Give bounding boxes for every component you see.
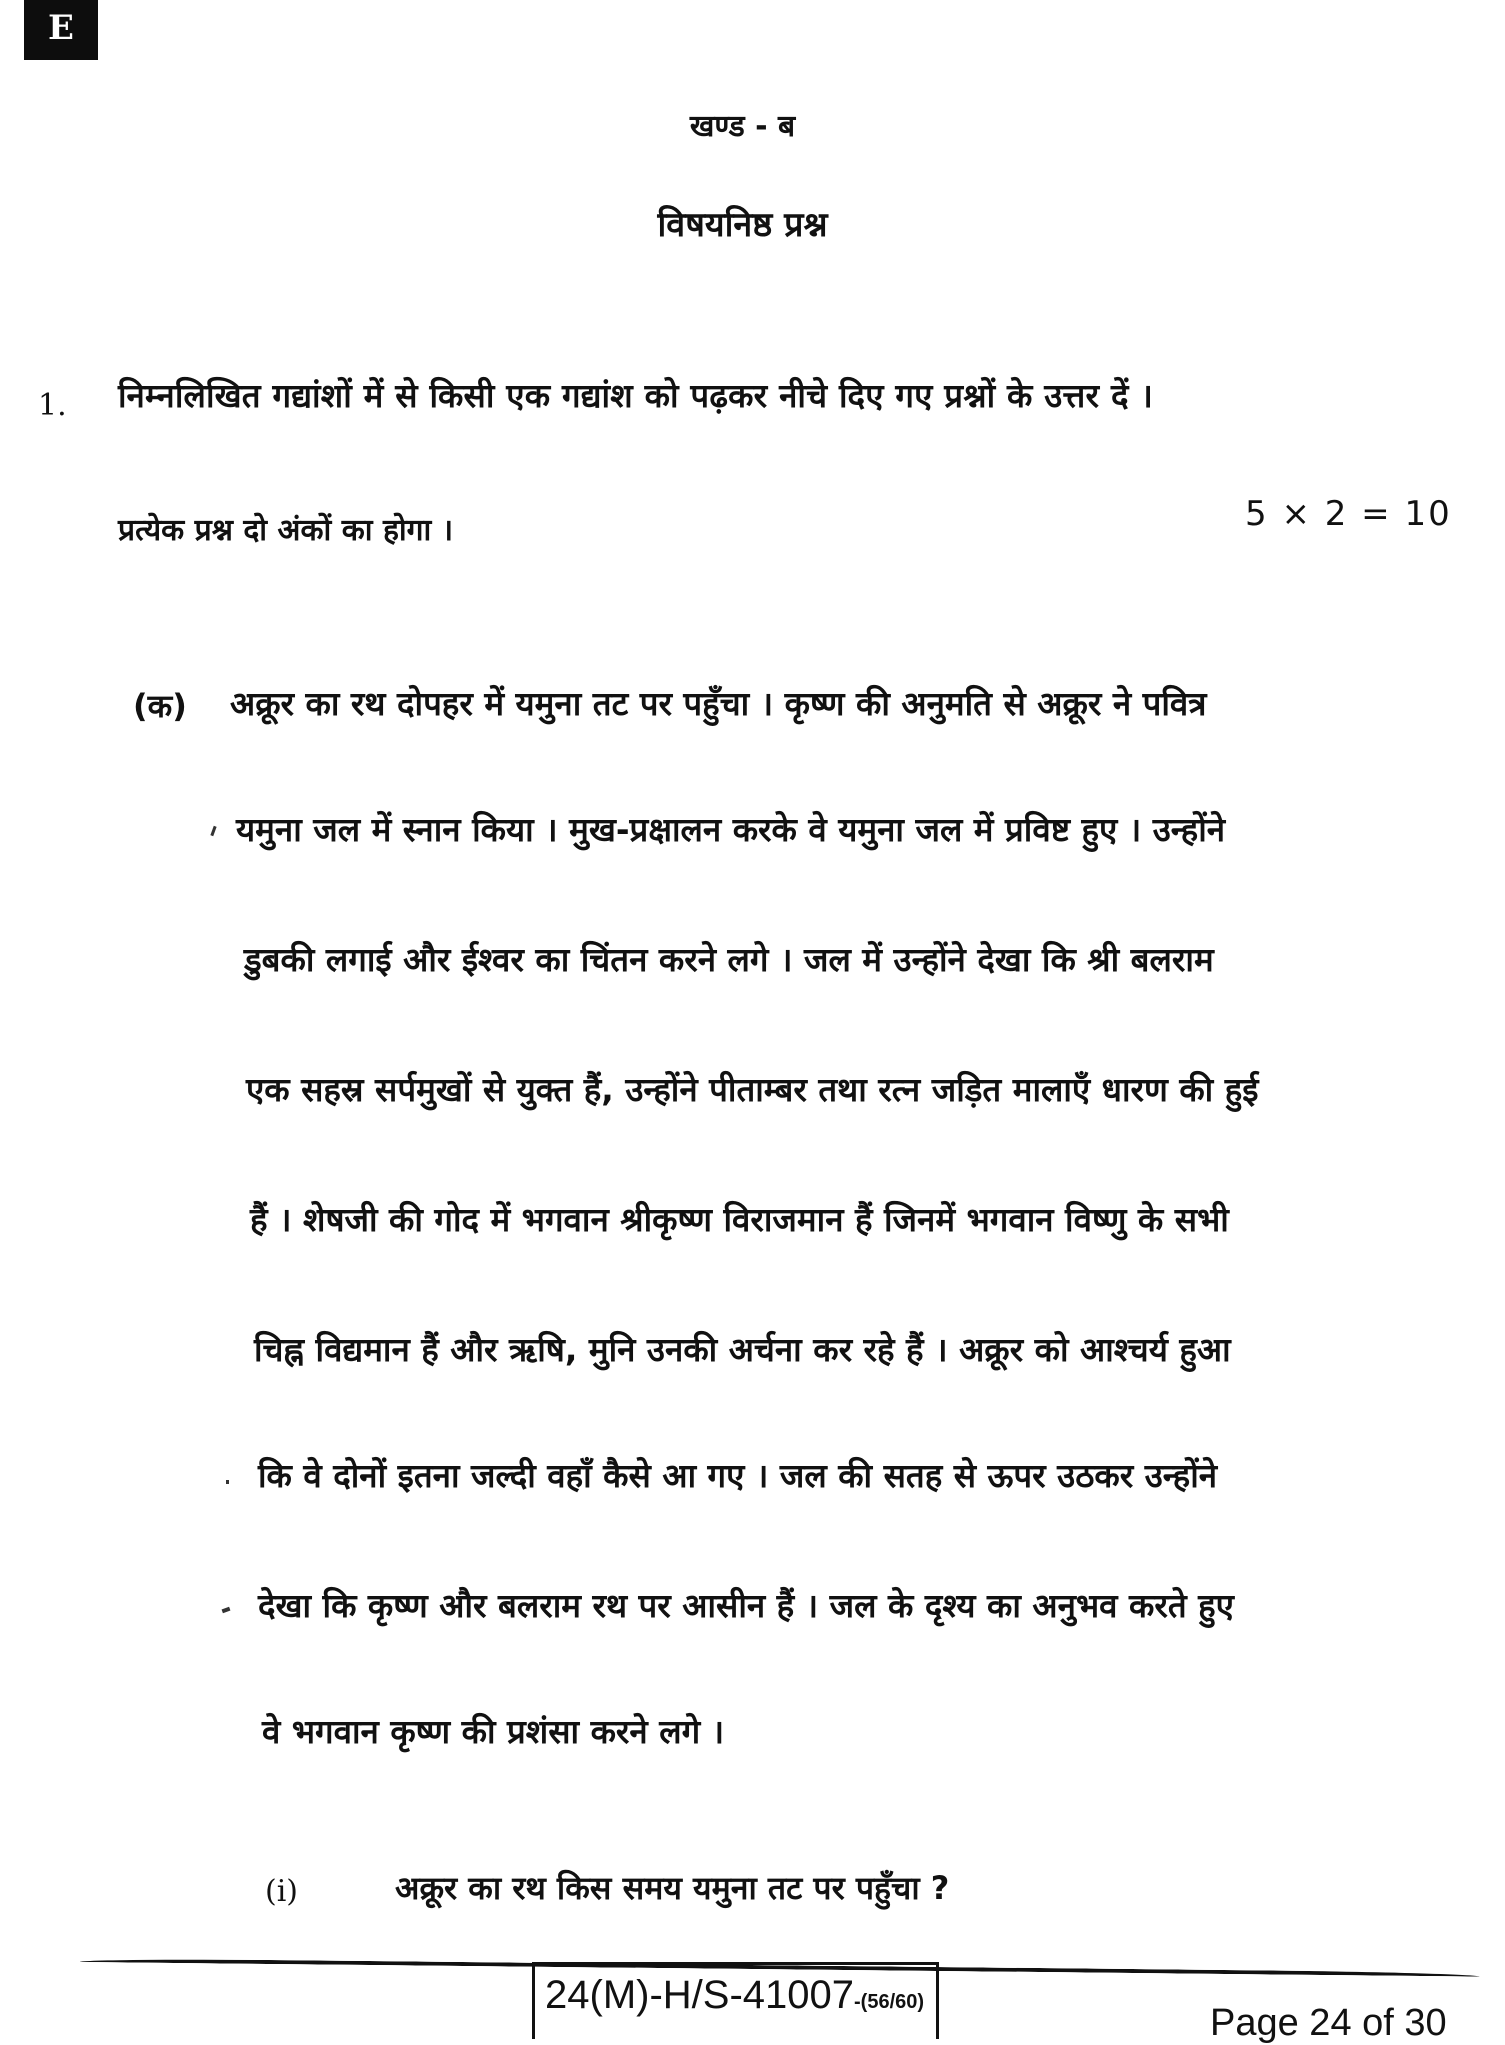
passage-label: (क) <box>133 687 187 725</box>
page-number: Page 24 of 30 <box>1210 2002 1447 2044</box>
question-number: 1. <box>38 388 67 423</box>
passage-line: वे भगवान कृष्ण की प्रशंसा करने लगे । <box>262 1712 725 1751</box>
paper-code-box <box>532 1962 939 2039</box>
section-subheading: विषयनिष्ठ प्रश्न <box>657 205 828 245</box>
paper-code-suffix: -(56/60) <box>854 1991 925 2013</box>
question-marks: 5 × 2 = 10 <box>1245 494 1452 534</box>
paper-code: 24(M)-H/S-41007 <box>545 1973 855 2017</box>
passage-line: डुबकी लगाई और ईश्वर का चिंतन करने लगे । जल में उन्होंने देखा कि श्री बलराम <box>244 940 1214 979</box>
passage-line: हैं । शेषजी की गोद में भगवान श्रीकृष्ण विराजमान हैं जिनमें भगवान विष्णु के सभी <box>250 1200 1229 1239</box>
scan-mark <box>226 1480 229 1484</box>
passage-line: देखा कि कृष्ण और बलराम रथ पर आसीन हैं । जल के दृश्य का अनुभव करते हुए <box>258 1586 1234 1625</box>
scan-mark <box>210 826 216 836</box>
section-heading: खण्ड - ब <box>689 109 796 144</box>
scan-mark <box>222 1607 231 1613</box>
sub-question-label: (i) <box>265 1874 299 1909</box>
sub-question-text: अक्रूर का रथ किस समय यमुना तट पर पहुँचा ? <box>395 1869 950 1907</box>
set-code-badge: E <box>24 0 98 60</box>
passage-line: चिह्न विद्यमान हैं और ऋषि, मुनि उनकी अर्चना कर रहे हैं । अक्रूर को आश्चर्य हुआ <box>254 1330 1231 1369</box>
passage-line: यमुना जल में स्नान किया । मुख-प्रक्षालन करके वे यमुना जल में प्रविष्ट हुए । उन्होंने <box>236 810 1226 849</box>
passage-line: कि वे दोनों इतना जल्दी वहाँ कैसे आ गए । जल की सतह से ऊपर उठकर उन्होंने <box>258 1456 1218 1495</box>
question-instruction: निम्नलिखित गद्यांशों में से किसी एक गद्यांश को पढ़कर नीचे दिए गए प्रश्नों के उत्तर दें । <box>118 376 1154 415</box>
question-instruction-marks-note: प्रत्येक प्रश्न दो अंकों का होगा । <box>118 513 454 548</box>
passage-line: एक सहस्र सर्पमुखों से युक्त हैं, उन्होंने पीताम्बर तथा रत्न जड़ित मालाएँ धारण की हुई <box>246 1070 1259 1109</box>
passage-line: अक्रूर का रथ दोपहर में यमुना तट पर पहुँचा । कृष्ण की अनुमति से अक्रूर ने पवित्र <box>230 684 1207 723</box>
